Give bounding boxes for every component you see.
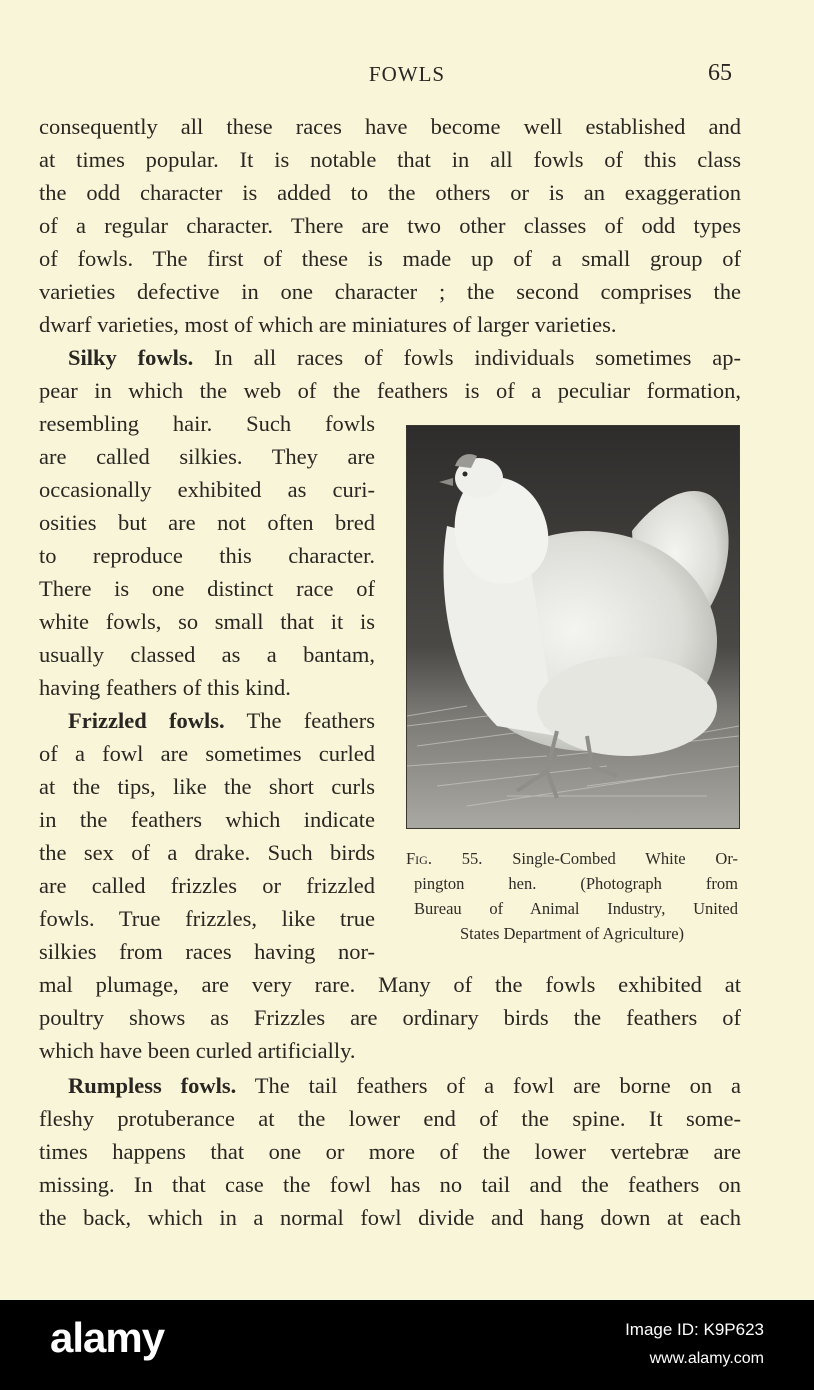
text-line: There is one distinct race of — [39, 576, 375, 601]
text-line — [68, 704, 375, 737]
text-line: of a fowl are sometimes curled — [39, 741, 375, 766]
caption-line: pington hen. (Photograph from — [414, 874, 738, 893]
section-heading-frizzled: Frizzled fowls. — [68, 708, 225, 733]
text-line: mal plumage, are very rare. Many of the fowls exhibited at — [39, 972, 741, 997]
stock-footer-bar — [0, 1300, 814, 1390]
page-number: 65 — [708, 60, 732, 86]
text-line: of a regular character. There are two other classes of odd types — [39, 213, 741, 238]
text-span: The tail feathers of a fowl are borne on a — [254, 1073, 741, 1098]
image-id: Image ID: K9P623 — [625, 1320, 764, 1339]
text-span: In all races of fowls individuals sometimes ap- — [214, 345, 741, 370]
text-line: at the tips, like the short curls — [39, 774, 375, 799]
text-line: the odd character is added to the others or is an exaggeration — [39, 180, 741, 205]
text-line: resembling hair. Such fowls — [39, 411, 375, 436]
hen-photograph — [406, 425, 740, 829]
caption-text: Single-Combed White Or- — [512, 849, 739, 868]
text-line: are called frizzles or frizzled — [39, 873, 375, 898]
text-line: at times popular. It is notable that in all fowls of this class — [39, 147, 741, 172]
text-line: varieties defective in one character ; the second comprises the — [39, 279, 741, 304]
text-span: The feathers — [246, 708, 375, 733]
caption-line — [406, 846, 738, 871]
text-line: the back, which in a normal fowl divide and hang down at each — [39, 1205, 741, 1230]
text-line: to reproduce this character. — [39, 543, 375, 568]
text-line: fleshy protuberance at the lower end of the spine. It some- — [39, 1106, 741, 1131]
text-line: usually classed as a bantam, — [39, 642, 375, 667]
figure-caption — [406, 846, 738, 946]
figure-label: Fig. 55. — [406, 849, 483, 868]
text-line: having feathers of this kind. — [39, 675, 291, 700]
hen-illustration — [407, 426, 739, 828]
text-line: times happens that one or more of the lower vertebræ are — [39, 1139, 741, 1164]
section-heading-silky: Silky fowls. — [68, 345, 194, 370]
text-line: in the feathers which indicate — [39, 807, 375, 832]
text-line — [68, 1069, 741, 1102]
section-heading-rumpless: Rumpless fowls. — [68, 1073, 237, 1098]
text-line: fowls. True frizzles, like true — [39, 906, 375, 931]
caption-line: States Department of Agriculture) — [459, 924, 685, 943]
text-line: osities but are not often bred — [39, 510, 375, 535]
caption-line: Bureau of Animal Industry, United — [414, 899, 738, 918]
text-line: white fowls, so small that it is — [39, 609, 375, 634]
footer-url: www.alamy.com — [649, 1350, 764, 1367]
text-line: silkies from races having nor- — [39, 939, 375, 964]
text-line — [68, 341, 741, 374]
text-line: the sex of a drake. Such birds — [39, 840, 375, 865]
text-line: consequently all these races have become well established and — [39, 114, 741, 139]
text-line: occasionally exhibited as curi- — [39, 477, 375, 502]
text-line: which have been curled artificially. — [39, 1038, 356, 1063]
alamy-logo: alamy — [50, 1314, 165, 1361]
text-line: pear in which the web of the feathers is of a peculiar formation, — [39, 378, 741, 403]
text-line: missing. In that case the fowl has no tail and the feathers on — [39, 1172, 741, 1197]
running-title: FOWLS — [368, 62, 446, 86]
text-line: poultry shows as Frizzles are ordinary birds the feathers of — [39, 1005, 741, 1030]
text-line: are called silkies. They are — [39, 444, 375, 469]
text-line: dwarf varieties, most of which are miniatures of larger varieties. — [39, 312, 617, 337]
text-line: of fowls. The first of these is made up of a small group of — [39, 246, 741, 271]
